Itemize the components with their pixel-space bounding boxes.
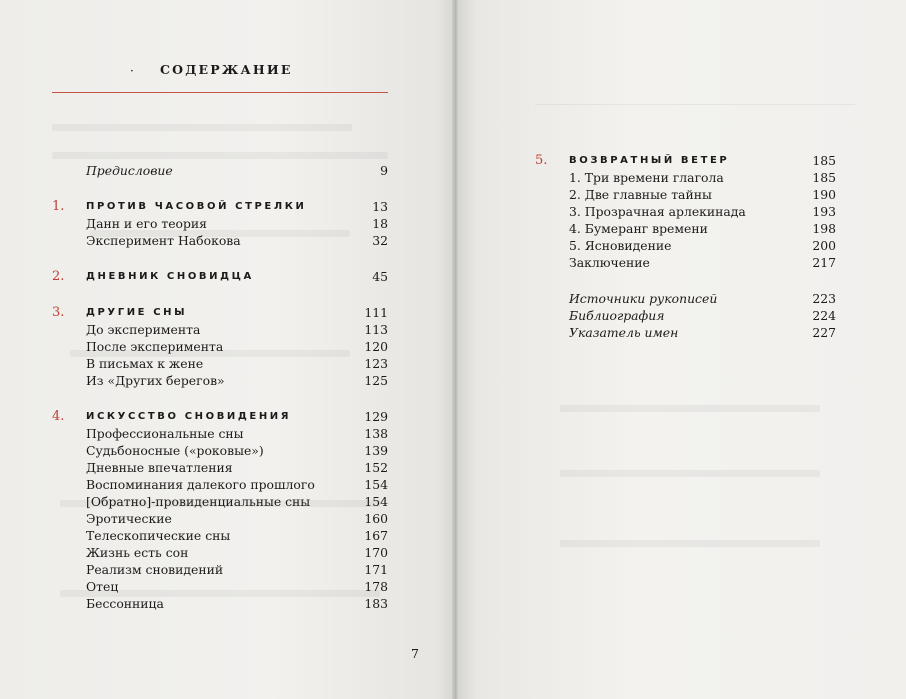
entry-page: 183 (364, 596, 388, 611)
entry-page: 125 (364, 373, 388, 388)
entry-page: 154 (364, 494, 388, 509)
entry-label: В письмах к жене (86, 356, 204, 371)
chapter-number: 1. (52, 199, 65, 214)
chapter-number: 3. (52, 305, 65, 320)
entry-page: 18 (372, 216, 388, 231)
toc-entry (52, 561, 388, 578)
title-rule (52, 92, 388, 93)
entry-page: 13 (372, 199, 388, 214)
chapter-number: 2. (52, 269, 65, 284)
toc-entry (535, 186, 836, 203)
toc-entry (52, 578, 388, 595)
toc-chapter (52, 304, 388, 321)
entry-label: Судьбоносные («роковые») (86, 443, 264, 458)
toc-entry (52, 527, 388, 544)
entry-page: 129 (364, 409, 388, 424)
toc-entry (52, 321, 388, 338)
toc-entry (52, 355, 388, 372)
entry-page: 217 (812, 255, 836, 270)
entry-label: До эксперимента (86, 322, 201, 337)
entry-page: 9 (380, 163, 388, 178)
entry-label: Отец (86, 579, 119, 594)
entry-page: 200 (812, 238, 836, 253)
entry-page: 111 (364, 305, 388, 320)
entry-label: 5. Ясновидение (569, 238, 672, 253)
entry-page: 170 (364, 545, 388, 560)
toc-entry (52, 510, 388, 527)
chapter-title: ДНЕВНИК СНОВИДЦА (86, 271, 254, 282)
entry-label: Источники рукописей (569, 291, 718, 306)
entry-label: 3. Прозрачная арлекинада (569, 204, 746, 219)
toc-chapter (52, 268, 388, 285)
entry-label: 1. Три времени глагола (569, 170, 724, 185)
page-title: СОДЕРЖАНИЕ (160, 62, 293, 77)
entry-page: 113 (364, 322, 388, 337)
show-through-line (560, 470, 820, 477)
entry-label: Реализм сновидений (86, 562, 224, 577)
toc-entry (52, 215, 388, 232)
toc-entry (52, 493, 388, 510)
show-through-line (52, 124, 352, 131)
show-through-rule (535, 104, 855, 105)
entry-page: 185 (812, 170, 836, 185)
entry-label: [Обратно]-провиденциальные сны (86, 494, 311, 509)
entry-label: Дневные впечатления (86, 460, 233, 475)
entry-page: 32 (372, 233, 388, 248)
entry-label: Указатель имен (569, 325, 679, 340)
toc-entry (52, 442, 388, 459)
chapter-title: ДРУГИЕ СНЫ (86, 307, 188, 318)
entry-label: Данн и его теория (86, 216, 207, 231)
entry-label: Жизнь есть сон (86, 545, 189, 560)
entry-label: Библиография (569, 308, 665, 323)
toc-entry (535, 237, 836, 254)
chapter-title: ПРОТИВ ЧАСОВОЙ СТРЕЛКИ (86, 201, 307, 212)
toc-right (535, 152, 836, 341)
toc-chapter (52, 198, 388, 215)
entry-page: 138 (364, 426, 388, 441)
entry-label: Из «Других берегов» (86, 373, 225, 388)
entry-page: 178 (364, 579, 388, 594)
entry-label: 2. Две главные тайны (569, 187, 712, 202)
entry-label: Воспоминания далекого прошлого (86, 477, 315, 492)
entry-page: 167 (364, 528, 388, 543)
toc-entry (52, 595, 388, 612)
toc-entry (535, 290, 836, 307)
decorative-dot: · (130, 64, 134, 78)
entry-label: Заключение (569, 255, 650, 270)
entry-page: 223 (812, 291, 836, 306)
toc-entry (535, 307, 836, 324)
entry-label: Эротические (86, 511, 172, 526)
entry-page: 193 (812, 204, 836, 219)
entry-label: Бессонница (86, 596, 164, 611)
toc-entry (52, 476, 388, 493)
show-through-line (52, 152, 388, 159)
entry-page: 190 (812, 187, 836, 202)
toc-entry (535, 169, 836, 186)
entry-label: После эксперимента (86, 339, 224, 354)
entry-label: Телескопические сны (86, 528, 231, 543)
entry-page: 198 (812, 221, 836, 236)
entry-page: 224 (812, 308, 836, 323)
toc-entry (535, 324, 836, 341)
chapter-title: ИСКУССТВО СНОВИДЕНИЯ (86, 411, 292, 422)
toc-entry (52, 232, 388, 249)
entry-label: Профессиональные сны (86, 426, 244, 441)
entry-page: 185 (812, 153, 836, 168)
chapter-number: 4. (52, 409, 65, 424)
entry-page: 154 (364, 477, 388, 492)
chapter-number: 5. (535, 153, 548, 168)
entry-label: Эксперимент Набокова (86, 233, 241, 248)
toc-entry (52, 372, 388, 389)
show-through-line (560, 405, 820, 412)
toc-entry (535, 220, 836, 237)
entry-page: 45 (372, 269, 388, 284)
book-gutter (452, 0, 458, 699)
entry-label: Предисловие (86, 163, 173, 178)
entry-page: 152 (364, 460, 388, 475)
toc-entry (535, 254, 836, 271)
toc-entry (52, 162, 388, 179)
toc-entry (535, 203, 836, 220)
page-number: 7 (411, 646, 419, 661)
toc-chapter (535, 152, 836, 169)
entry-page: 123 (364, 356, 388, 371)
toc-chapter (52, 408, 388, 425)
entry-page: 160 (364, 511, 388, 526)
entry-page: 139 (364, 443, 388, 458)
entry-page: 120 (364, 339, 388, 354)
chapter-title: ВОЗВРАТНЫЙ ВЕТЕР (569, 155, 730, 166)
toc-entry (52, 338, 388, 355)
toc-entry (52, 544, 388, 561)
show-through-line (560, 540, 820, 547)
toc-entry (52, 459, 388, 476)
toc-entry (52, 425, 388, 442)
entry-page: 227 (812, 325, 836, 340)
toc-left (52, 162, 388, 612)
entry-label: 4. Бумеранг времени (569, 221, 708, 236)
entry-page: 171 (364, 562, 388, 577)
